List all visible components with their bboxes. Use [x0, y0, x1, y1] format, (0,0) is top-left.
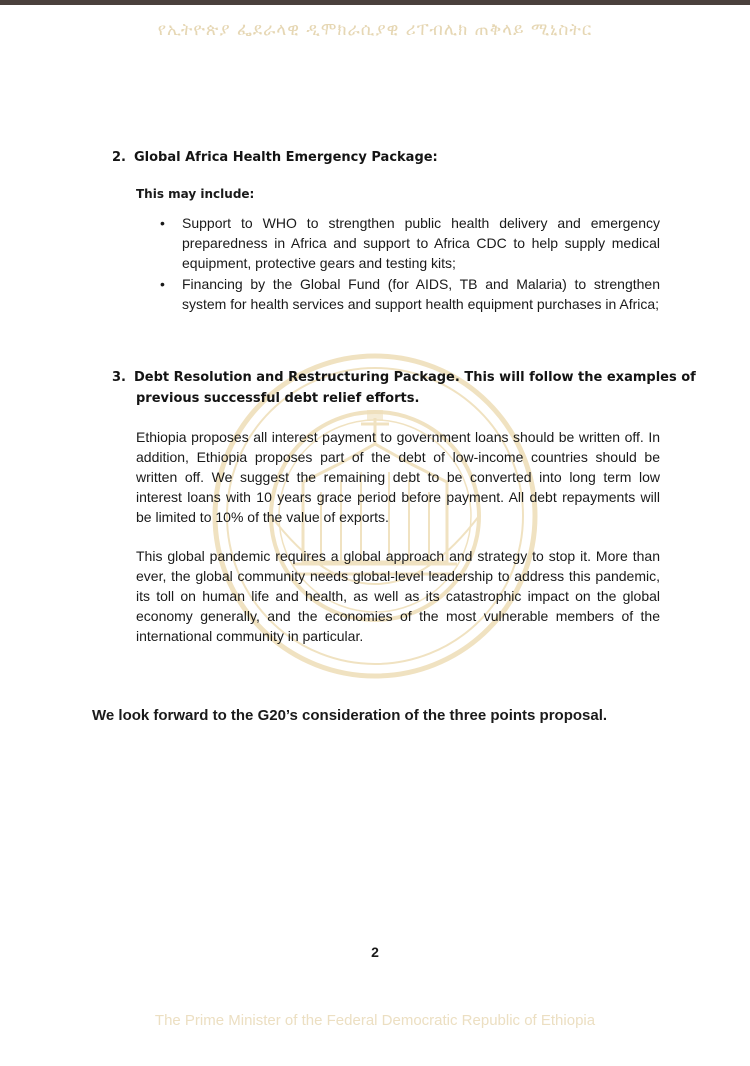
- bullet-text: Support to WHO to strengthen public health delivery and emergency preparedness in Africa and support to Africa CDC to help supply medical equipment, protective gears and testing kits;: [182, 215, 660, 271]
- list-item: [160, 213, 660, 273]
- section-3-heading: [112, 370, 696, 385]
- bullet-text: Financing by the Global Fund (for AIDS, TB and Malaria) to strengthen system for health services and support health equipment purchases in Africa;: [182, 276, 660, 312]
- section-3-paragraph-2: This global pandemic requires a global approach and strategy to stop it. More than ever, the global community needs global-level leadership to address this pandemic, its toll on human life and health, as well as its catastrophic impact on the global economy generally, and the economies of the most vulnerable members of the international community in particular.: [136, 548, 660, 644]
- closing-statement: We look forward to the G20’s consideration of the three points proposal.: [92, 707, 608, 724]
- top-border: [0, 0, 750, 5]
- section-2-bullet-list: [160, 213, 660, 315]
- section-3-title-line1: Debt Resolution and Restructuring Package. This will follow the examples of: [134, 370, 696, 385]
- section-3-number: 3.: [112, 370, 126, 385]
- section-2-number: 2.: [112, 150, 126, 165]
- section-3-paragraph-1: Ethiopia proposes all interest payment to government loans should be written off. In addition, Ethiopia proposes part of the debt of low-income countries should be written off. We suggest the remaining debt to be converted into long term low interest loans with 10 years grace period before payment. All debt repayments will be limited to 10% of the value of exports.: [136, 429, 660, 525]
- footer-text: The Prime Minister of the Federal Democratic Republic of Ethiopia: [154, 1012, 596, 1029]
- section-2-heading: [112, 150, 438, 165]
- section-2-subtitle: This may include:: [136, 187, 255, 201]
- section-2-title: Global Africa Health Emergency Package:: [134, 150, 438, 165]
- bullet-icon: •: [160, 276, 165, 292]
- section-3-title-line2: previous successful debt relief efforts.: [136, 391, 420, 406]
- page-number: 2: [371, 944, 379, 960]
- list-item: [160, 274, 660, 314]
- letterhead-title: የኢትዮጵያ ፌደራላዊ ዲሞክራሲያዊ ሪፐብሊክ ጠቅላይ ሚኒስትር: [157, 20, 593, 40]
- bullet-icon: •: [160, 215, 165, 231]
